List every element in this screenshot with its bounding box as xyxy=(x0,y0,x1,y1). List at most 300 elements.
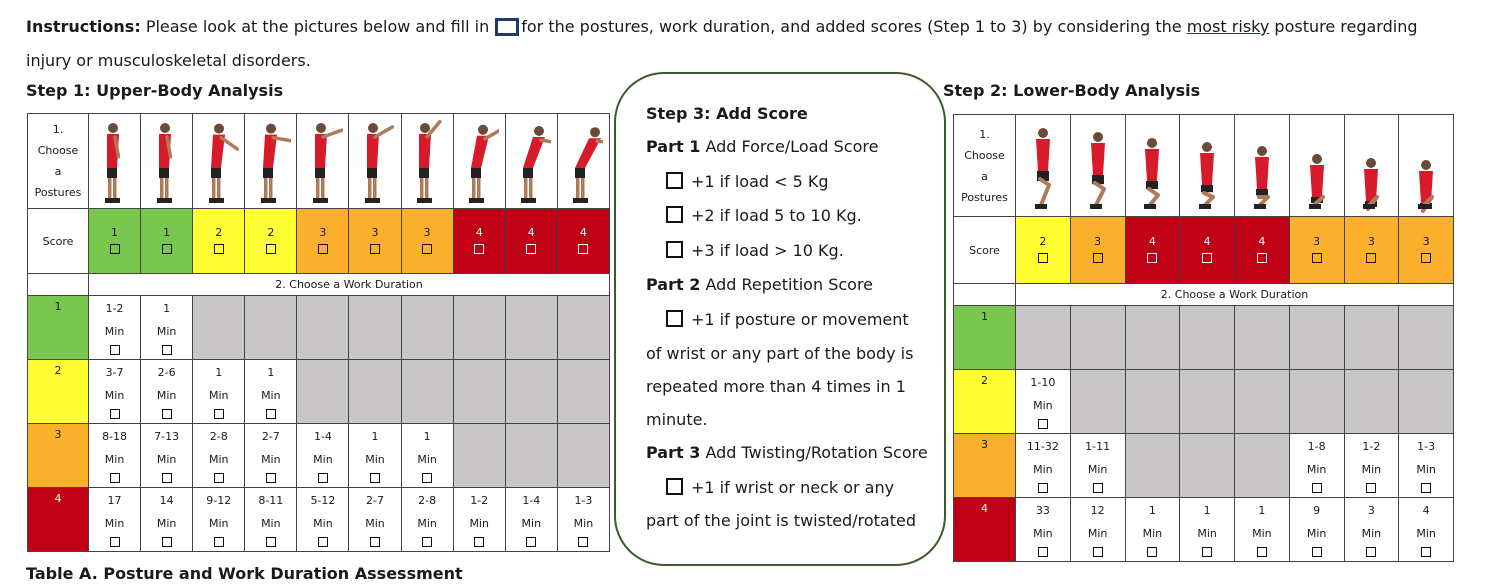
duration-text: Min xyxy=(573,517,594,530)
duration-cell[interactable] xyxy=(297,424,349,488)
checkbox[interactable] xyxy=(214,409,224,419)
part1-option-1 xyxy=(666,172,829,191)
duration-text: Min xyxy=(261,389,281,402)
posture-image xyxy=(1180,115,1235,217)
duration-text: Min xyxy=(417,453,437,466)
choose-label-line: 1. xyxy=(979,127,990,141)
posture-score-value: 1 xyxy=(163,225,171,239)
duration-text: Min xyxy=(417,517,437,530)
duration-cell[interactable] xyxy=(1016,434,1071,498)
part2-option-line-2: of wrist or any part of the body is xyxy=(646,344,914,363)
duration-text: Min xyxy=(208,517,229,530)
duration-score-label: 1 xyxy=(954,306,1016,370)
duration-cell[interactable] xyxy=(349,488,401,552)
duration-cell[interactable] xyxy=(245,488,297,552)
duration-cell[interactable] xyxy=(1399,498,1454,562)
duration-text: Min xyxy=(104,517,125,530)
empty-cell xyxy=(349,360,401,424)
empty-cell xyxy=(1180,306,1235,370)
duration-cell[interactable] xyxy=(1125,498,1180,562)
posture-figure-icon xyxy=(199,116,239,206)
duration-text: 1 xyxy=(267,366,275,379)
duration-text: 2-8 xyxy=(209,430,228,443)
empty-cell xyxy=(453,360,505,424)
duration-score-label: 1 xyxy=(28,296,89,360)
posture-image xyxy=(349,114,401,209)
instructions-text-2: for the postures, work duration, and added scores (Step 1 to 3) by considering the xyxy=(521,17,1182,36)
checkbox[interactable] xyxy=(666,172,683,189)
part2-bold: Part 2 xyxy=(646,275,701,294)
checkbox[interactable] xyxy=(110,473,120,483)
empty-cell xyxy=(505,360,557,424)
duration-text: 1-4 xyxy=(522,494,541,507)
checkbox[interactable] xyxy=(422,537,432,547)
posture-figure-icon xyxy=(1078,118,1118,214)
checkbox[interactable] xyxy=(1147,253,1157,263)
duration-text: Min xyxy=(521,517,542,530)
empty-cell xyxy=(1125,370,1180,434)
option-text: +2 if load 5 to 10 Kg. xyxy=(691,206,862,225)
duration-text: Min xyxy=(1306,527,1327,540)
duration-text: Min xyxy=(208,453,229,466)
step1-title: Step 1: Upper-Body Analysis xyxy=(26,81,284,100)
empty-cell xyxy=(557,296,609,360)
duration-cell[interactable] xyxy=(245,360,297,424)
duration-text: Min xyxy=(1087,527,1108,540)
choose-label-line: 1. xyxy=(52,123,64,136)
duration-cell[interactable] xyxy=(89,424,141,488)
instructions-text-3: posture regarding injury or musculoskeletal disorders. xyxy=(26,17,1418,70)
checkbox[interactable] xyxy=(1038,547,1048,557)
posture-score-cell[interactable] xyxy=(1289,217,1344,284)
posture-score-cell[interactable] xyxy=(505,209,557,274)
posture-figure-icon xyxy=(1187,118,1227,214)
duration-score-label: 2 xyxy=(28,360,89,424)
choose-label-line: a xyxy=(981,169,988,183)
duration-cell[interactable] xyxy=(505,488,557,552)
checkbox[interactable] xyxy=(666,478,683,495)
posture-figure-icon xyxy=(95,116,135,206)
posture-figure-icon xyxy=(355,116,395,206)
posture-figure-icon xyxy=(1132,118,1172,214)
checkbox[interactable] xyxy=(266,537,276,547)
duration-text: Min xyxy=(1087,463,1108,476)
checkbox[interactable] xyxy=(474,244,484,254)
duration-cell[interactable] xyxy=(141,360,193,424)
duration-cell[interactable] xyxy=(1016,498,1071,562)
duration-text: Min xyxy=(156,325,177,338)
checkbox[interactable] xyxy=(1147,547,1157,557)
checkbox[interactable] xyxy=(1093,253,1103,263)
duration-text: Min xyxy=(1197,527,1217,540)
empty-cell xyxy=(1344,370,1399,434)
part1-text: Add Force/Load Score xyxy=(705,137,879,156)
posture-score-cell[interactable] xyxy=(141,209,193,274)
duration-cell[interactable] xyxy=(1399,434,1454,498)
checkbox[interactable] xyxy=(578,537,588,547)
checkbox[interactable] xyxy=(1038,253,1048,263)
duration-cell[interactable] xyxy=(1344,434,1399,498)
checkbox[interactable] xyxy=(266,473,276,483)
duration-text: 1-2 xyxy=(1362,440,1381,453)
duration-text: 3 xyxy=(1367,504,1375,517)
duration-text: Min xyxy=(1416,527,1436,540)
posture-image xyxy=(1399,115,1454,217)
duration-text: Min xyxy=(261,517,281,530)
checkbox[interactable] xyxy=(318,244,328,254)
posture-score-cell[interactable] xyxy=(401,209,453,274)
empty-cell xyxy=(1125,434,1180,498)
instructions-label: Instructions: xyxy=(26,17,141,36)
duration-text: 1 xyxy=(215,366,223,379)
part3-bold: Part 3 xyxy=(646,443,701,462)
posture-score-value: 3 xyxy=(1422,234,1430,248)
posture-image xyxy=(505,114,557,209)
checkbox[interactable] xyxy=(162,537,172,547)
empty-cell xyxy=(1344,306,1399,370)
option-text: +1 if wrist or neck or any xyxy=(691,478,895,497)
checkbox[interactable] xyxy=(162,473,172,483)
posture-score-value: 3 xyxy=(371,225,379,239)
option-text: +1 if load < 5 Kg xyxy=(691,172,829,191)
duration-text: 17 xyxy=(107,494,122,507)
duration-cell[interactable] xyxy=(401,488,453,552)
duration-cell[interactable] xyxy=(401,424,453,488)
duration-text: Min xyxy=(156,453,177,466)
choose-label-line: Choose xyxy=(964,148,1005,162)
posture-score-cell[interactable] xyxy=(1016,217,1071,284)
posture-score-value: 4 xyxy=(1203,234,1211,248)
duration-text: Min xyxy=(469,517,489,530)
posture-image xyxy=(141,114,193,209)
duration-text: 9-12 xyxy=(206,494,232,507)
duration-cell[interactable] xyxy=(89,296,141,360)
posture-score-cell[interactable] xyxy=(1070,217,1125,284)
checkbox[interactable] xyxy=(110,409,120,419)
choose-label-line: Choose xyxy=(37,144,79,157)
duration-text: 1-11 xyxy=(1085,440,1111,453)
posture-image xyxy=(1344,115,1399,217)
checkbox[interactable] xyxy=(266,409,276,419)
part1-bold: Part 1 xyxy=(646,137,701,156)
blank-cell xyxy=(954,284,1016,306)
duration-text: Min xyxy=(104,453,125,466)
posture-image xyxy=(401,114,453,209)
part1-option-2 xyxy=(666,206,862,225)
posture-score-value: 4 xyxy=(527,225,535,239)
table-caption: Table A. Posture and Work Duration Assessment xyxy=(26,564,463,583)
posture-score-cell[interactable] xyxy=(1235,217,1290,284)
checkbox[interactable] xyxy=(1038,483,1048,493)
lower-body-table xyxy=(953,114,1454,562)
posture-score-value: 4 xyxy=(1148,234,1156,248)
choose-label-line: Postures xyxy=(34,186,82,199)
part3-option xyxy=(666,478,894,497)
upper-body-table xyxy=(27,113,610,552)
checkbox[interactable] xyxy=(162,244,172,254)
duration-cell[interactable] xyxy=(193,488,245,552)
instructions-text-1: Please look at the pictures below and fill in xyxy=(145,17,490,36)
checkbox[interactable] xyxy=(370,537,380,547)
checkbox[interactable] xyxy=(1421,547,1431,557)
posture-image xyxy=(245,114,297,209)
posture-score-value: 3 xyxy=(1094,234,1102,248)
checkbox[interactable] xyxy=(666,241,683,258)
checkbox[interactable] xyxy=(1312,253,1322,263)
checkbox[interactable] xyxy=(1366,547,1376,557)
posture-score-value: 1 xyxy=(111,225,119,239)
posture-score-value: 2 xyxy=(1039,234,1047,248)
duration-text: 1-4 xyxy=(313,430,332,443)
checkbox[interactable] xyxy=(214,537,224,547)
checkbox[interactable] xyxy=(1421,483,1431,493)
work-duration-label: 2. Choose a Work Duration xyxy=(1016,284,1454,306)
checkbox[interactable] xyxy=(1202,253,1212,263)
duration-text: 1 xyxy=(371,430,379,443)
checkbox[interactable] xyxy=(110,537,120,547)
posture-figure-icon xyxy=(407,116,447,206)
checkbox[interactable] xyxy=(110,244,120,254)
checkbox[interactable] xyxy=(422,473,432,483)
empty-cell xyxy=(557,424,609,488)
empty-cell xyxy=(505,296,557,360)
posture-image xyxy=(297,114,349,209)
step3-panel xyxy=(614,72,946,566)
posture-image xyxy=(453,114,505,209)
option-text: +3 if load > 10 Kg. xyxy=(691,241,844,260)
duration-text: Min xyxy=(313,517,333,530)
checkbox[interactable] xyxy=(162,345,172,355)
posture-score-cell[interactable] xyxy=(245,209,297,274)
duration-text: 8-11 xyxy=(258,494,284,507)
checkbox[interactable] xyxy=(1093,483,1103,493)
duration-text: 8-18 xyxy=(102,430,128,443)
duration-cell[interactable] xyxy=(453,488,505,552)
score-label: Score xyxy=(28,209,89,274)
choose-postures-label xyxy=(28,114,89,209)
checkbox[interactable] xyxy=(1257,253,1267,263)
duration-score-label: 3 xyxy=(954,434,1016,498)
duration-text: 2-7 xyxy=(261,430,280,443)
duration-text: Min xyxy=(313,453,333,466)
duration-text: 1 xyxy=(1258,504,1266,517)
duration-text: Min xyxy=(208,389,229,402)
duration-cell[interactable] xyxy=(1070,498,1125,562)
posture-score-cell[interactable] xyxy=(89,209,141,274)
duration-cell[interactable] xyxy=(245,424,297,488)
checkbox[interactable] xyxy=(1312,483,1322,493)
checkbox[interactable] xyxy=(474,537,484,547)
posture-image xyxy=(1235,115,1290,217)
duration-cell[interactable] xyxy=(349,424,401,488)
empty-cell xyxy=(1289,370,1344,434)
posture-figure-icon xyxy=(303,116,343,206)
posture-score-cell[interactable] xyxy=(297,209,349,274)
posture-score-cell[interactable] xyxy=(1344,217,1399,284)
blank-cell xyxy=(28,274,89,296)
duration-cell[interactable] xyxy=(193,360,245,424)
duration-cell[interactable] xyxy=(1070,434,1125,498)
posture-score-cell[interactable] xyxy=(349,209,401,274)
checkbox[interactable] xyxy=(214,244,224,254)
duration-score-label: 4 xyxy=(28,488,89,552)
checkbox[interactable] xyxy=(422,244,432,254)
duration-text: Min xyxy=(1142,527,1163,540)
empty-cell xyxy=(1235,434,1290,498)
score-label: Score xyxy=(954,217,1016,284)
empty-cell xyxy=(1399,306,1454,370)
checkbox[interactable] xyxy=(162,409,172,419)
checkbox[interactable] xyxy=(1366,483,1376,493)
checkbox[interactable] xyxy=(1038,419,1048,429)
duration-cell[interactable] xyxy=(141,424,193,488)
duration-text: Min xyxy=(104,325,125,338)
empty-cell xyxy=(453,424,505,488)
duration-text: Min xyxy=(365,453,385,466)
part2-text: Add Repetition Score xyxy=(705,275,874,294)
empty-cell xyxy=(1070,370,1125,434)
duration-cell[interactable] xyxy=(1289,434,1344,498)
checkbox[interactable] xyxy=(1202,547,1212,557)
part2-option-line-4: minute. xyxy=(646,410,708,429)
choose-postures-label xyxy=(954,115,1016,217)
duration-text: 2-6 xyxy=(157,366,176,379)
posture-figure-icon xyxy=(1023,118,1063,214)
checkbox[interactable] xyxy=(666,310,683,327)
checkbox[interactable] xyxy=(526,537,536,547)
checkbox[interactable] xyxy=(578,244,588,254)
duration-text: Min xyxy=(1416,463,1436,476)
duration-score-label: 2 xyxy=(954,370,1016,434)
duration-cell[interactable] xyxy=(193,424,245,488)
posture-figure-icon xyxy=(459,116,499,206)
posture-image xyxy=(1289,115,1344,217)
duration-text: 1 xyxy=(1148,504,1156,517)
empty-cell xyxy=(1180,434,1235,498)
checkbox[interactable] xyxy=(1421,253,1431,263)
duration-text: Min xyxy=(156,389,177,402)
checkbox[interactable] xyxy=(1093,547,1103,557)
posture-figure-icon xyxy=(1242,118,1282,214)
duration-text: 1-10 xyxy=(1030,376,1056,389)
step3-title: Step 3: Add Score xyxy=(646,104,808,123)
empty-cell xyxy=(1289,306,1344,370)
part3-heading xyxy=(646,443,928,462)
posture-image xyxy=(557,114,609,209)
empty-cell xyxy=(505,424,557,488)
duration-text: 1 xyxy=(423,430,431,443)
checkbox[interactable] xyxy=(110,345,120,355)
empty-cell xyxy=(401,360,453,424)
checkbox[interactable] xyxy=(1257,547,1267,557)
empty-cell xyxy=(1016,306,1071,370)
posture-figure-icon xyxy=(563,116,603,206)
duration-cell[interactable] xyxy=(1344,498,1399,562)
empty-cell xyxy=(1180,370,1235,434)
duration-text: 1-2 xyxy=(105,302,124,315)
choose-label-line: a xyxy=(54,165,62,178)
duration-text: Min xyxy=(1306,463,1327,476)
most-risky-text: most risky xyxy=(1186,17,1270,36)
checkbox[interactable] xyxy=(214,473,224,483)
checkbox[interactable] xyxy=(1366,253,1376,263)
checkbox[interactable] xyxy=(1312,547,1322,557)
duration-cell[interactable] xyxy=(297,488,349,552)
duration-cell[interactable] xyxy=(1180,498,1235,562)
option-text: +1 if posture or movement xyxy=(691,310,909,329)
duration-cell[interactable] xyxy=(141,296,193,360)
duration-text: 4 xyxy=(1422,504,1430,517)
checkbox[interactable] xyxy=(370,244,380,254)
duration-text: Min xyxy=(1033,527,1053,540)
duration-cell[interactable] xyxy=(1235,498,1290,562)
duration-text: Min xyxy=(261,453,281,466)
posture-score-value: 3 xyxy=(1313,234,1321,248)
empty-cell xyxy=(401,296,453,360)
checkbox[interactable] xyxy=(266,244,276,254)
posture-image xyxy=(1125,115,1180,217)
posture-figure-icon xyxy=(147,116,187,206)
duration-text: 1 xyxy=(163,302,171,315)
duration-text: 11-32 xyxy=(1026,440,1059,453)
duration-text: 9 xyxy=(1313,504,1321,517)
duration-text: 1-8 xyxy=(1307,440,1326,453)
checkbox[interactable] xyxy=(318,537,328,547)
posture-image xyxy=(89,114,141,209)
empty-cell xyxy=(557,360,609,424)
duration-score-label: 4 xyxy=(954,498,1016,562)
checkbox[interactable] xyxy=(370,473,380,483)
posture-score-value: 4 xyxy=(475,225,483,239)
duration-cell[interactable] xyxy=(557,488,609,552)
posture-score-value: 3 xyxy=(423,225,431,239)
empty-cell xyxy=(1399,370,1454,434)
posture-score-cell[interactable] xyxy=(557,209,609,274)
posture-score-cell[interactable] xyxy=(1180,217,1235,284)
duration-text: 14 xyxy=(159,494,174,507)
empty-cell xyxy=(1235,370,1290,434)
posture-score-cell[interactable] xyxy=(1399,217,1454,284)
duration-text: Min xyxy=(1033,463,1053,476)
duration-text: Min xyxy=(1252,527,1272,540)
duration-cell[interactable] xyxy=(1289,498,1344,562)
empty-cell xyxy=(245,296,297,360)
duration-cell[interactable] xyxy=(141,488,193,552)
checkbox[interactable] xyxy=(318,473,328,483)
duration-text: 1-2 xyxy=(470,494,489,507)
posture-score-cell[interactable] xyxy=(193,209,245,274)
duration-text: 2-7 xyxy=(366,494,384,507)
posture-figure-icon xyxy=(1406,118,1446,214)
duration-cell[interactable] xyxy=(1016,370,1071,434)
posture-score-cell[interactable] xyxy=(1125,217,1180,284)
instructions xyxy=(26,10,1466,78)
duration-text: Min xyxy=(1033,399,1053,412)
duration-text: 2-8 xyxy=(418,494,437,507)
duration-cell[interactable] xyxy=(89,360,141,424)
empty-cell xyxy=(297,360,349,424)
choose-label-line: Postures xyxy=(961,190,1008,204)
posture-image xyxy=(1070,115,1125,217)
checkbox[interactable] xyxy=(526,244,536,254)
duration-text: 1-3 xyxy=(574,494,593,507)
posture-figure-icon xyxy=(251,116,291,206)
duration-score-label: 3 xyxy=(28,424,89,488)
posture-score-cell[interactable] xyxy=(453,209,505,274)
duration-text: 12 xyxy=(1090,504,1105,517)
duration-cell[interactable] xyxy=(89,488,141,552)
checkbox[interactable] xyxy=(666,206,683,223)
